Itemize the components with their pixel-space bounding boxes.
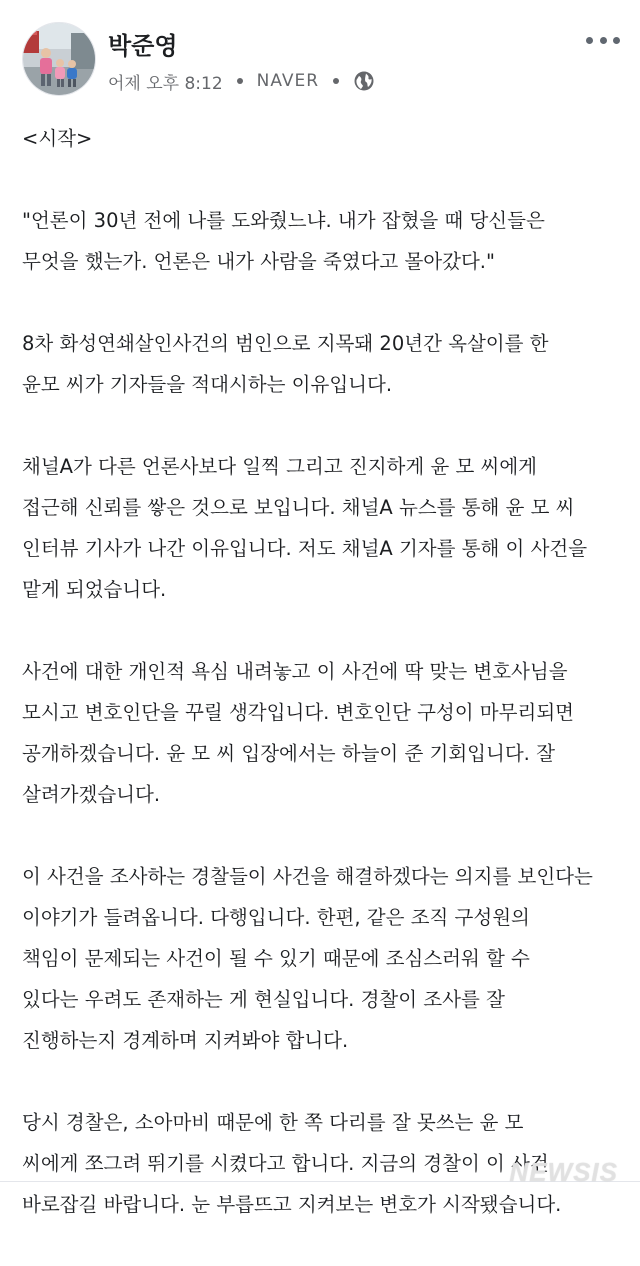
text-line: 무엇을 했는가. 언론은 내가 사람을 죽였다고 몰아갔다." xyxy=(22,250,495,273)
post-body xyxy=(22,118,630,1266)
text-line: 책임이 문제되는 사건이 될 수 있기 때문에 조심스러워 할 수 xyxy=(22,947,530,970)
text-line: 사건에 대한 개인적 욕심 내려놓고 이 사건에 딱 맞는 변호사님을 xyxy=(22,660,568,683)
text-line: 씨에게 쪼그려 뛰기를 시켰다고 합니다. 지금의 경찰이 이 사건 xyxy=(22,1152,549,1175)
post-time[interactable]: 어제 오후 8:12 xyxy=(108,73,223,94)
text-line: 맡게 되었습니다. xyxy=(22,578,167,601)
text-line: 채널A가 다른 언론사보다 일찍 그리고 진지하게 윤 모 씨에게 xyxy=(22,455,538,478)
separator-dot xyxy=(333,78,339,84)
post-header xyxy=(0,0,640,110)
newsis-watermark: NEWSIS xyxy=(509,1157,618,1187)
more-dot xyxy=(586,37,593,44)
text-line: 윤모 씨가 기자들을 적대시하는 이유입니다. xyxy=(22,373,393,396)
author-name[interactable]: 박준영 xyxy=(108,32,178,60)
text-line: 있다는 우려도 존재하는 게 현실입니다. 경찰이 조사를 잘 xyxy=(22,988,505,1011)
more-dot xyxy=(613,37,620,44)
avatar-photo xyxy=(23,23,95,95)
text-line: <시작> xyxy=(22,127,93,150)
paragraph-quote xyxy=(22,200,630,282)
text-line: 당시 경찰은, 소아마비 때문에 한 쪽 다리를 잘 못쓰는 윤 모 xyxy=(22,1111,524,1134)
text-line: 8차 화성연쇄살인사건의 범인으로 지목돼 20년간 옥살이를 한 xyxy=(22,332,549,355)
text-line: 살려가겠습니다. xyxy=(22,783,161,806)
text-line: 모시고 변호인단을 꾸릴 생각입니다. 변호인단 구성이 마무리되면 xyxy=(22,701,574,724)
avatar[interactable] xyxy=(22,22,96,96)
separator-dot xyxy=(237,78,243,84)
text-line: 인터뷰 기사가 나간 이유입니다. 저도 채널A 기자를 통해 이 사건을 xyxy=(22,537,588,560)
more-dot xyxy=(600,37,607,44)
text-line: 접근해 신뢰를 쌓은 것으로 보입니다. 채널A 뉴스를 통해 윤 모 씨 xyxy=(22,496,575,519)
text-line: 진행하는지 경계하며 지켜봐야 합니다. xyxy=(22,1029,349,1052)
paragraph-channel-a xyxy=(22,446,630,610)
paragraph-police xyxy=(22,856,630,1061)
post-meta xyxy=(108,68,375,94)
text-line: 이야기가 들려옵니다. 다행입니다. 한편, 같은 조직 구성원의 xyxy=(22,906,530,929)
post-source[interactable]: NAVER xyxy=(256,71,320,91)
text-line: "언론이 30년 전에 나를 도와줬느냐. 내가 잡혔을 때 당신들은 xyxy=(22,209,545,232)
paragraph-background xyxy=(22,323,630,405)
text-line: 바로잡길 바랍니다. 눈 부릅뜨고 지켜보는 변호가 시작됐습니다. xyxy=(22,1193,562,1216)
more-options-icon[interactable] xyxy=(586,30,620,50)
globe-icon[interactable] xyxy=(353,70,375,92)
text-line: 이 사건을 조사하는 경찰들이 사건을 해결하겠다는 의지를 보인다는 xyxy=(22,865,593,888)
paragraph-intro xyxy=(22,118,630,159)
paragraph-legal-team xyxy=(22,651,630,815)
text-line: 공개하겠습니다. 윤 모 씨 입장에서는 하늘이 준 기회입니다. 잘 xyxy=(22,742,555,765)
